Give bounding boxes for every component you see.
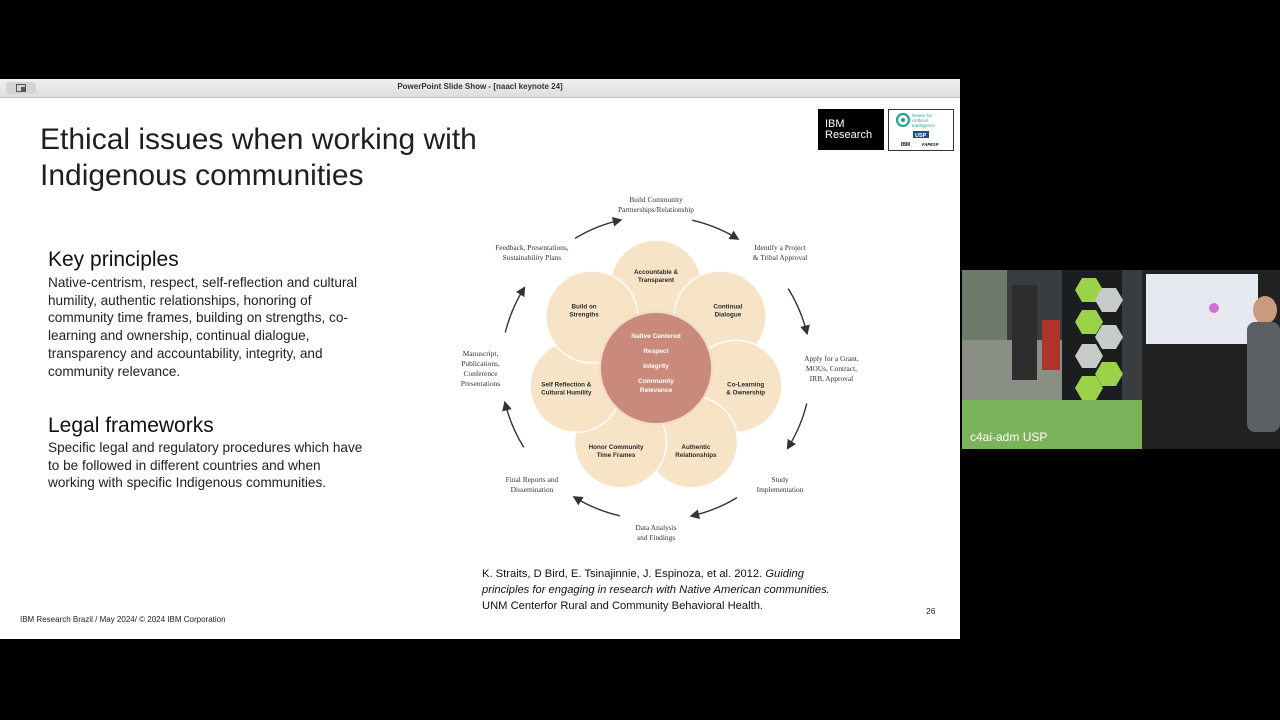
guiding-principles-diagram: [460, 170, 880, 550]
petal-label: Time Frames: [596, 451, 636, 459]
cycle-step-label: Conference: [463, 369, 498, 378]
body-line: Native-centrism, respect, self-reflection and cultural: [48, 275, 357, 290]
window-titlebar[interactable]: [0, 79, 960, 98]
cycle-step-label: IRB, Approval: [809, 374, 854, 383]
slide: [0, 98, 960, 639]
cycle-arrow: [788, 403, 807, 447]
petal-label: Transparent: [637, 277, 675, 284]
petal-label: Cultural Humility: [541, 389, 592, 397]
legal-frameworks-heading: Legal frameworks: [48, 414, 214, 437]
participant-video-feed: [962, 270, 1280, 449]
logo-text: Center for: [912, 113, 933, 118]
petal-label: Continual: [713, 303, 743, 311]
cycle-arrow: [575, 498, 620, 516]
cycle-arrow: [575, 220, 620, 238]
cycle-step-label: Dissemination: [510, 484, 554, 494]
petal-label: Build on: [571, 303, 597, 311]
logo-text: Research: [825, 129, 873, 141]
petal-label: Self Reflection &: [541, 381, 592, 389]
slide-title-line: Ethical issues when working with: [40, 123, 477, 156]
participant-name: c4ai-adm USP: [970, 430, 1048, 444]
cycle-step-label: Identify a Project: [754, 243, 806, 253]
petal-label: Dialogue: [714, 311, 742, 319]
cycle-step-label: Manuscript,: [462, 349, 499, 358]
petal-label: Honor Community: [588, 443, 644, 451]
citation-title: Guiding: [765, 568, 804, 580]
cycle-step-label: Build Community: [629, 195, 683, 204]
center-label: Community: [638, 378, 674, 385]
citation-publisher: UNM Centerfor Rural and Community Behavioral Health.: [482, 600, 764, 612]
cycle-step-label: Final Reports and: [505, 474, 559, 484]
cycle-step-label: Presentations: [460, 379, 501, 388]
participant-video-tile[interactable]: [962, 270, 1280, 449]
cycle-step-label: Publications,: [461, 359, 500, 368]
petal-label: Accountable &: [633, 269, 679, 276]
key-principles-heading: Key principles: [48, 248, 179, 271]
powerpoint-window: [0, 79, 960, 639]
logo-text: FAPESP: [922, 142, 939, 147]
cycle-step-label: Implementation: [756, 484, 804, 494]
cycle-step-label: MOUs, Contract,: [805, 364, 858, 373]
cycle-arrow: [692, 498, 737, 516]
petal-label: & Ownership: [726, 389, 766, 397]
cycle-step-label: & Tribal Approval: [752, 253, 808, 263]
cycle-step-label: and Findings: [636, 533, 676, 542]
body-line: learning and ownership, continual dialogue,: [48, 328, 310, 344]
logo-text: USP: [915, 133, 927, 139]
center-label: Integrity: [643, 363, 669, 370]
c4ai-logo-graphic: [889, 110, 953, 150]
body-line: Specific legal and regulatory procedures which have: [48, 440, 363, 455]
citation: [482, 566, 902, 614]
body-line: humility, authentic relationships, honoring of: [48, 292, 312, 308]
petal-label: Authentic: [681, 443, 711, 451]
logo-text: IBM: [901, 142, 911, 148]
center-label: Relevance: [639, 387, 673, 394]
cycle-step-label: Partnerships/Relationship: [618, 205, 694, 214]
slide-page-number: 26: [926, 606, 936, 616]
cycle-step-label: Sustainability Plans: [502, 253, 562, 263]
body-line: community relevance.: [48, 363, 181, 379]
petal-label: Co-Learning: [727, 381, 765, 389]
cycle-step-label: Apply for a Grant,: [804, 354, 859, 363]
c4ai-logo: [888, 109, 954, 151]
window-title: PowerPoint Slide Show - [naacl keynote 24]: [397, 82, 563, 91]
key-principles-body: [48, 274, 403, 380]
logo-text: Artificial: [912, 118, 928, 123]
logo-text: IBM: [825, 118, 845, 130]
center-label: Respect: [643, 348, 669, 355]
citation-title: principles for engaging in research with Native American communities.: [482, 584, 830, 596]
ibm-research-logo: [818, 109, 884, 150]
body-line: to be followed in different countries and when: [48, 457, 321, 473]
body-line: transparency and accountability, integrity, and: [48, 345, 323, 361]
cycle-step-label: Data Analysis: [635, 523, 677, 532]
cycle-arrow: [505, 403, 524, 447]
petal-label: Relationships: [675, 451, 717, 459]
cycle-arrow: [505, 289, 524, 333]
cycle-step-label: Feedback, Presentations,: [495, 243, 569, 253]
citation-authors: K. Straits, D Bird, E. Tsinajinnie, J. Espinoza, et al. 2012.: [482, 568, 763, 580]
cycle-arrow: [692, 220, 737, 238]
petal-label: Strengths: [569, 311, 599, 319]
logo-text: Intelligence: [912, 123, 935, 128]
slide-footer: IBM Research Brazil / May 2024/ © 2024 IBM Corporation: [20, 615, 226, 624]
cycle-step-label: Study: [771, 474, 789, 484]
body-line: working with specific Indigenous communities.: [48, 475, 327, 491]
legal-frameworks-body: [48, 439, 403, 492]
center-label: Native Centered: [631, 333, 681, 340]
cycle-arrow: [788, 289, 807, 333]
slide-title-line: Indigenous communities: [40, 159, 364, 192]
body-line: community time frames, building on strengths, co-: [48, 310, 348, 326]
